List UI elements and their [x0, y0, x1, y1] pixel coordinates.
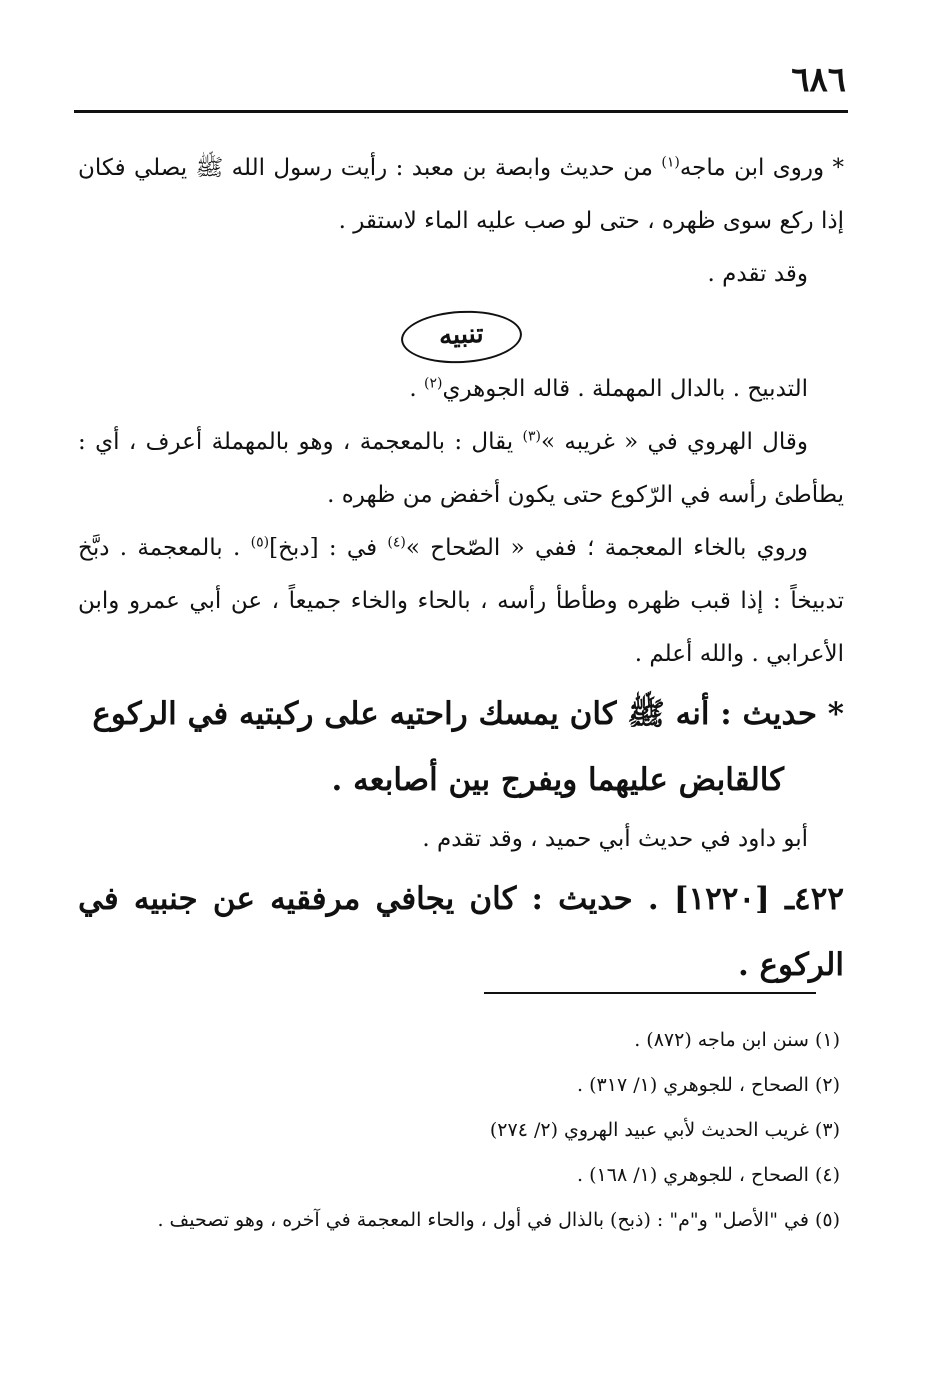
header-rule — [74, 110, 848, 113]
text-segment: . بالمعجمة . دبَّخ تدبيخاً : إذا قبب ظهره وطأطأ رأسه ، بالحاء والخاء جميعاً ، عن أبي عمرو وابن الأعرابي . والله أعلم . — [78, 535, 844, 667]
footnote-ref-4[interactable]: (٤) — [387, 534, 406, 551]
page-number: ٦٨٦ — [791, 60, 846, 100]
footnote-3: (٣) غريب الحديث لأبي عبيد الهروي (٢/ ٢٧٤) — [489, 1119, 840, 1141]
main-text — [78, 142, 844, 998]
footnotes — [70, 1018, 840, 1243]
footnote-2: (٢) الصحاح ، للجوهري (١/ ٣١٧) . — [577, 1074, 840, 1096]
text-segment: التدبيح . بالدال المهملة . قاله الجوهري — [442, 376, 808, 402]
hadith-line: * حديث : أنه ﷺ كان يمسك راحتيه على ركبتيه في الركوع — [92, 696, 844, 732]
paragraph-tadbih — [78, 363, 844, 416]
paragraph-ibn-majah — [78, 142, 844, 248]
footnote-ref-1[interactable]: (١) — [661, 154, 680, 171]
hadith-heading-1 — [78, 681, 844, 813]
footnote-ref-5[interactable]: (٥) — [250, 534, 270, 551]
footnote-ref-2[interactable]: (٢) — [424, 375, 443, 392]
footnote-ref-3[interactable]: (٣) — [522, 428, 541, 445]
text-segment: وروي بالخاء المعجمة ؛ ففي « الصّحاح » — [405, 535, 808, 561]
footnote-5: (٥) في "الأصل" و"م" : (ذبح) بالذال في أول ، والحاء المعجمة في آخره ، وهو تصحيف . — [157, 1209, 840, 1231]
paragraph-previously-mentioned: وقد تقدم . — [707, 261, 808, 287]
text-segment: * وروى ابن ماجه — [679, 155, 844, 181]
paragraph-khaa — [78, 522, 844, 681]
text-segment: يقال : بالمعجمة ، وهو بالمهملة أعرف ، أي : يطأطئ رأسه في الرّكوع حتى يكون أخفض من ظهره . — [78, 429, 844, 508]
paragraph-harawi — [78, 416, 844, 522]
hadith-heading-422: ٤٢٢ـ [١٢٢٠] . حديث : كان يجافي مرفقيه عن جنبيه في الركوع . — [78, 881, 844, 983]
text-segment: في : [دبخ] — [269, 535, 388, 561]
text-segment: . — [409, 376, 425, 402]
footnote-4: (٤) الصحاح ، للجوهري (١/ ١٦٨) . — [577, 1164, 840, 1186]
text-segment: من حديث وابصة بن معبد : رأيت رسول الله ﷺ يصلي فكان إذا ركع سوى ظهره ، حتى لو صب عليه الماء لاستقر . — [78, 155, 844, 234]
footnote-1: (١) سنن ابن ماجه (٨٧٢) . — [634, 1029, 840, 1051]
paragraph-abu-dawud: أبو داود في حديث أبي حميد ، وقد تقدم . — [422, 826, 808, 852]
heading-tanbih: تنبيه — [399, 308, 522, 366]
hadith-line: كالقابض عليهما ويفرج بين أصابعه . — [331, 762, 784, 798]
section-heading — [78, 303, 844, 363]
footnote-rule — [484, 992, 816, 994]
text-segment: وقال الهروي في « غريبه » — [540, 429, 809, 455]
